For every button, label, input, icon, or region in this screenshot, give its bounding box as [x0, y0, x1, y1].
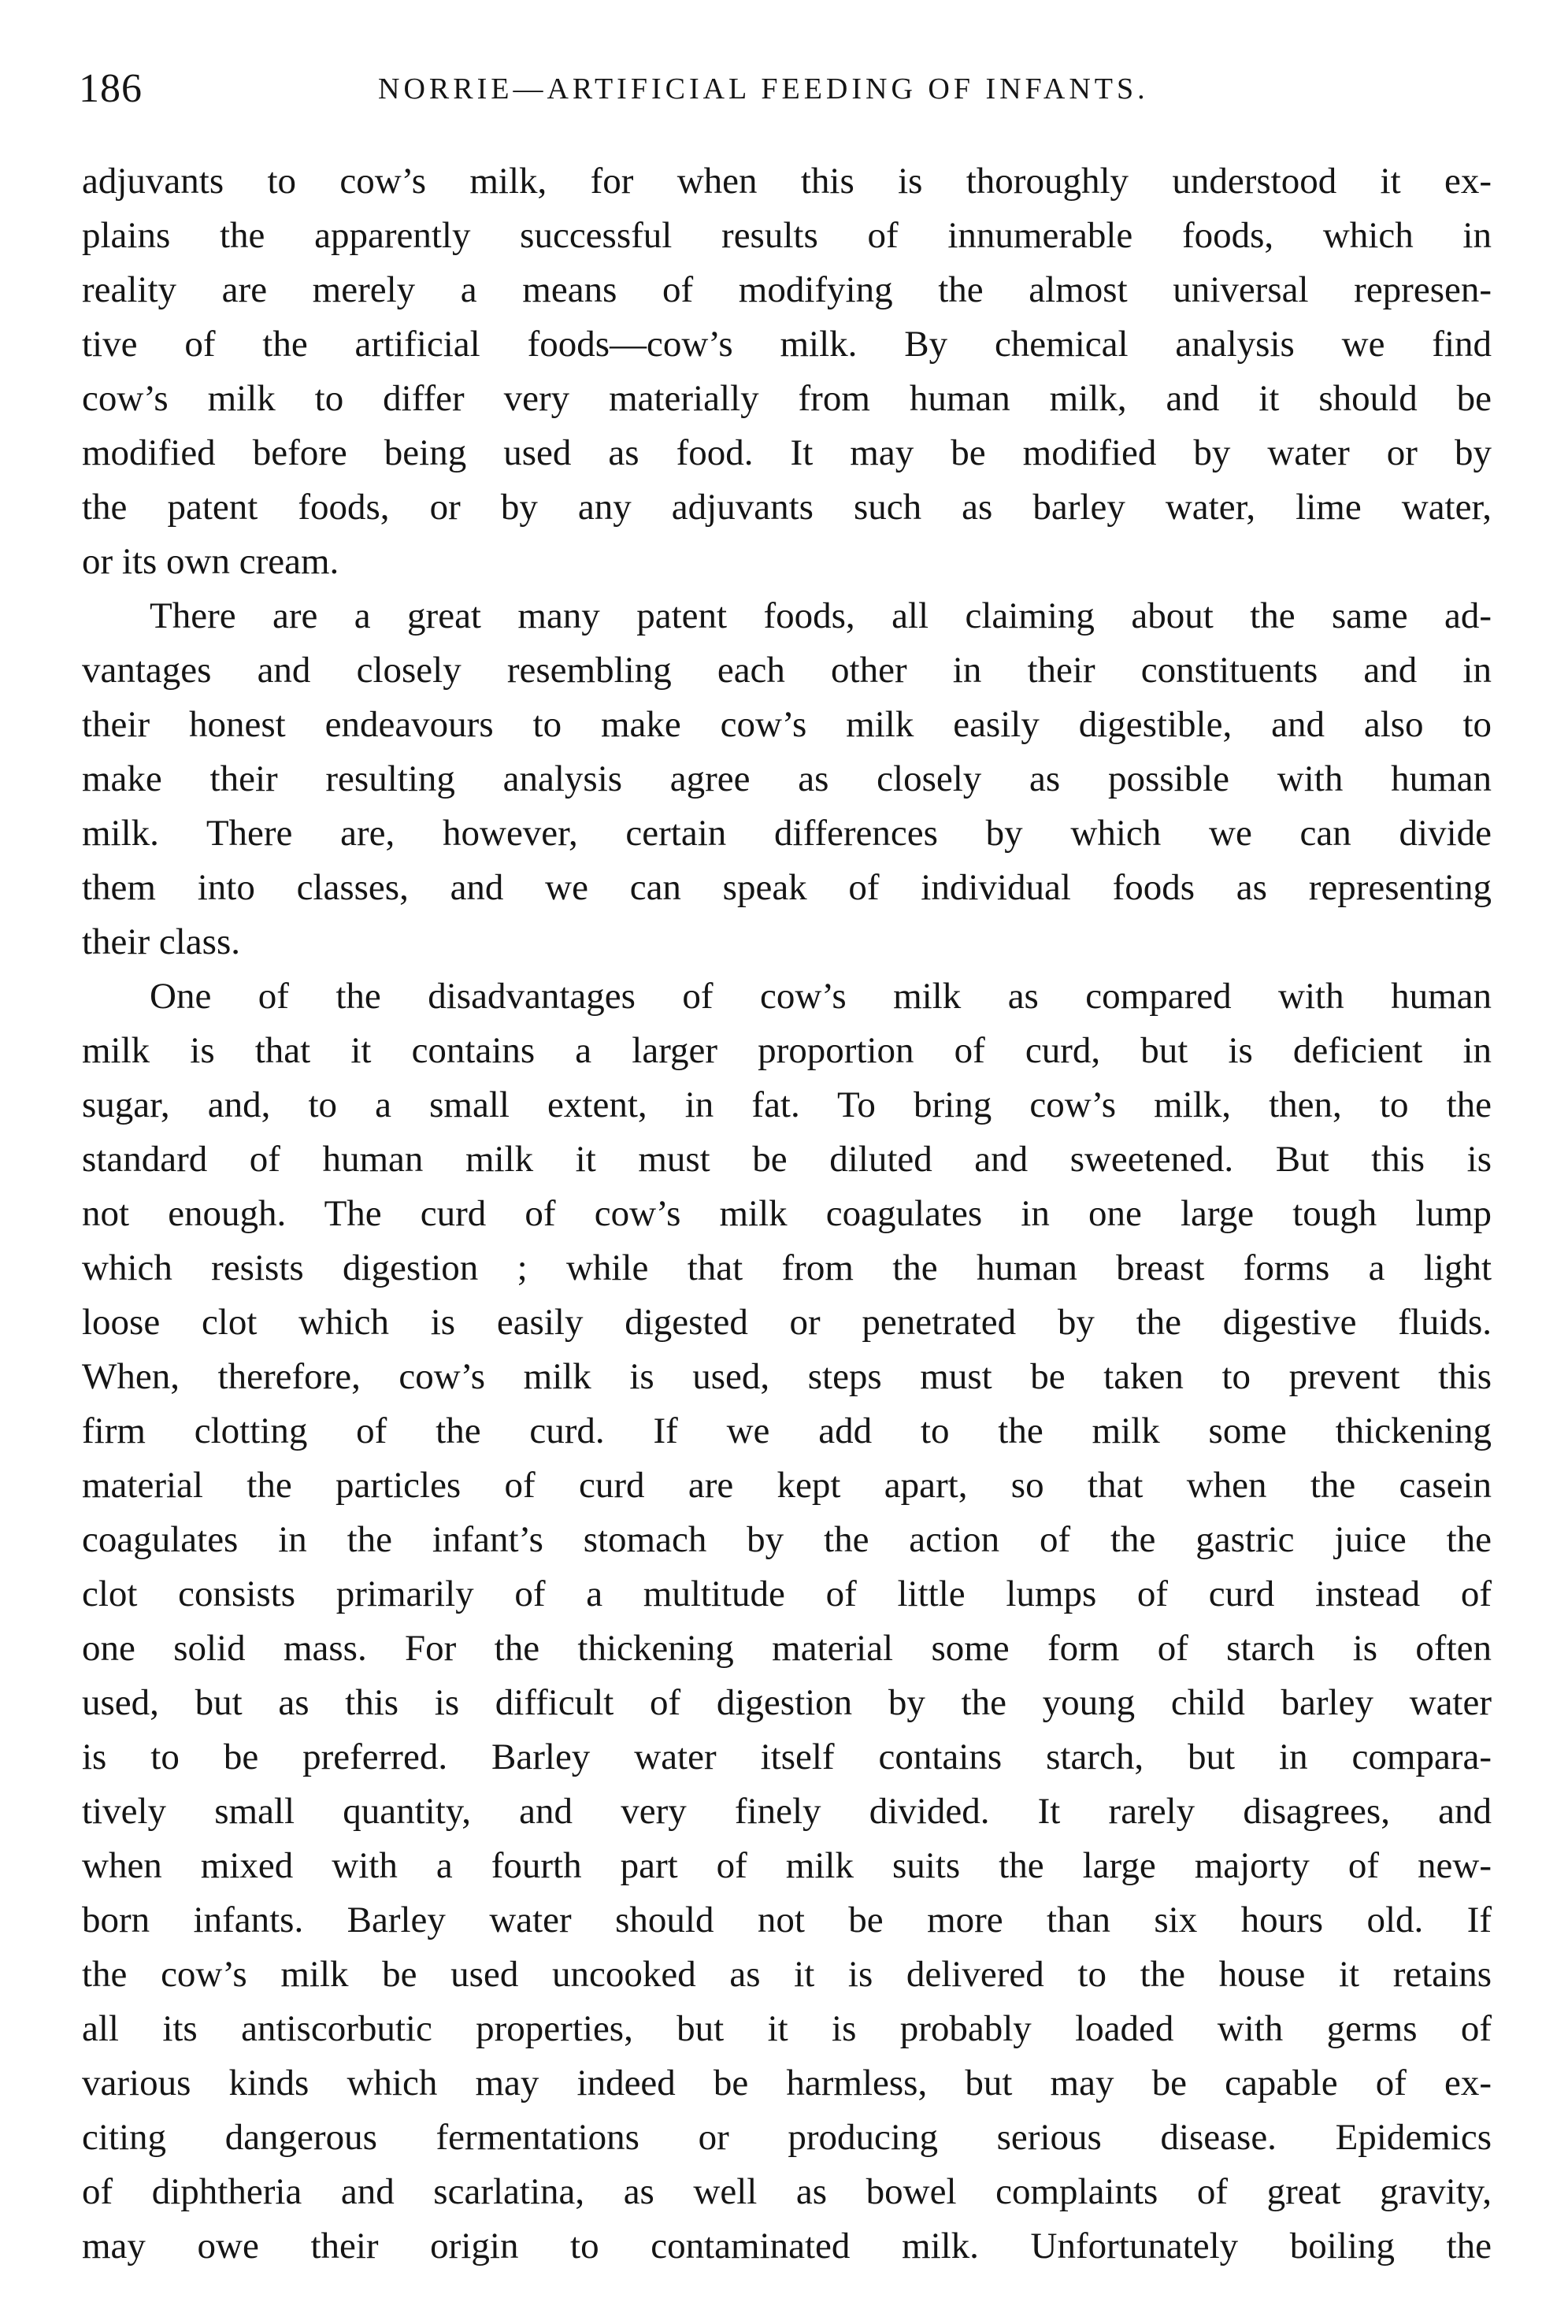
text-line: used, but as this is difficult of digestion by the young child barley water [82, 1682, 1492, 1723]
text-line: make their resulting analysis agree as closely as possible with human [82, 758, 1492, 799]
text-line: born infants. Barley water should not be more than six hours old. If [82, 1900, 1492, 1940]
text-line: one solid mass. For the thickening material some form of starch is often [82, 1628, 1492, 1669]
text-line: When, therefore, cow’s milk is used, steps must be taken to prevent this [82, 1356, 1492, 1397]
text-line: loose clot which is easily digested or penetrated by the digestive fluids. [82, 1302, 1492, 1343]
text-line: their class. [82, 921, 240, 962]
text-line: when mixed with a fourth part of milk suits the large majorty of new- [82, 1845, 1492, 1886]
text-line: There are a great many patent foods, all claiming about the same ad- [150, 595, 1492, 636]
text-line: not enough. The curd of cow’s milk coagulates in one large tough lump [82, 1193, 1492, 1234]
text-line: tive of the artificial foods—cow’s milk. By chemical analysis we find [82, 324, 1492, 365]
text-line: all its antiscorbutic properties, but it is probably loaded with germs of [82, 2008, 1492, 2049]
text-line: plains the apparently successful results of innumerable foods, which in [82, 215, 1492, 256]
text-line: is to be preferred. Barley water itself contains starch, but in compara- [82, 1737, 1492, 1777]
text-line: modified before being used as food. It may be modified by water or by [82, 432, 1492, 473]
text-line: reality are merely a means of modifying the almost universal represen- [82, 269, 1492, 310]
text-line: various kinds which may indeed be harmless, but may be capable of ex- [82, 2063, 1492, 2103]
text-line: which resists digestion ; while that from the human breast forms a light [82, 1247, 1492, 1288]
text-line: of diphtheria and scarlatina, as well as bowel complaints of great gravity, [82, 2171, 1492, 2212]
paragraph-1 [82, 154, 1492, 589]
text-line: or its own cream. [82, 541, 339, 582]
text-line: adjuvants to cow’s milk, for when this is thoroughly understood it ex- [82, 161, 1492, 202]
text-line: One of the disadvantages of cow’s milk as compared with human [150, 976, 1492, 1017]
text-line: coagulates in the infant’s stomach by the action of the gastric juice the [82, 1519, 1492, 1560]
body-text [82, 154, 1492, 2274]
running-head [79, 61, 1492, 117]
text-line: citing dangerous fermentations or producing serious disease. Epidemics [82, 2117, 1492, 2158]
paragraph-2 [82, 589, 1492, 969]
text-line: the patent foods, or by any adjuvants such as barley water, lime water, [82, 487, 1492, 528]
text-line: cow’s milk to differ very materially from human milk, and it should be [82, 378, 1492, 419]
text-line: tively small quantity, and very finely divided. It rarely disagrees, and [82, 1791, 1492, 1832]
paragraph-3 [82, 969, 1492, 2274]
text-line: standard of human milk it must be diluted and sweetened. But this is [82, 1139, 1492, 1180]
text-line: material the particles of curd are kept apart, so that when the casein [82, 1465, 1492, 1506]
text-line: firm clotting of the curd. If we add to the milk some thickening [82, 1410, 1492, 1451]
text-line: them into classes, and we can speak of individual foods as representing [82, 867, 1492, 908]
text-line: vantages and closely resembling each other in their constituents and in [82, 650, 1492, 691]
text-line: their honest endeavours to make cow’s milk easily digestible, and also to [82, 704, 1492, 745]
text-line: clot consists primarily of a multitude of little lumps of curd instead of [82, 1573, 1492, 1614]
page-number: 186 [79, 66, 143, 111]
text-line: may owe their origin to contaminated milk. Unfortunately boiling the [82, 2226, 1492, 2267]
text-line: sugar, and, to a small extent, in fat. To bring cow’s milk, then, to the [82, 1084, 1492, 1125]
running-title: NORRIE—ARTIFICIAL FEEDING OF INFANTS. [378, 72, 1149, 106]
text-line: milk. There are, however, certain differences by which we can divide [82, 813, 1492, 854]
text-line: the cow’s milk be used uncooked as it is delivered to the house it retains [82, 1954, 1492, 1995]
text-line: milk is that it contains a larger proportion of curd, but is deficient in [82, 1030, 1492, 1071]
